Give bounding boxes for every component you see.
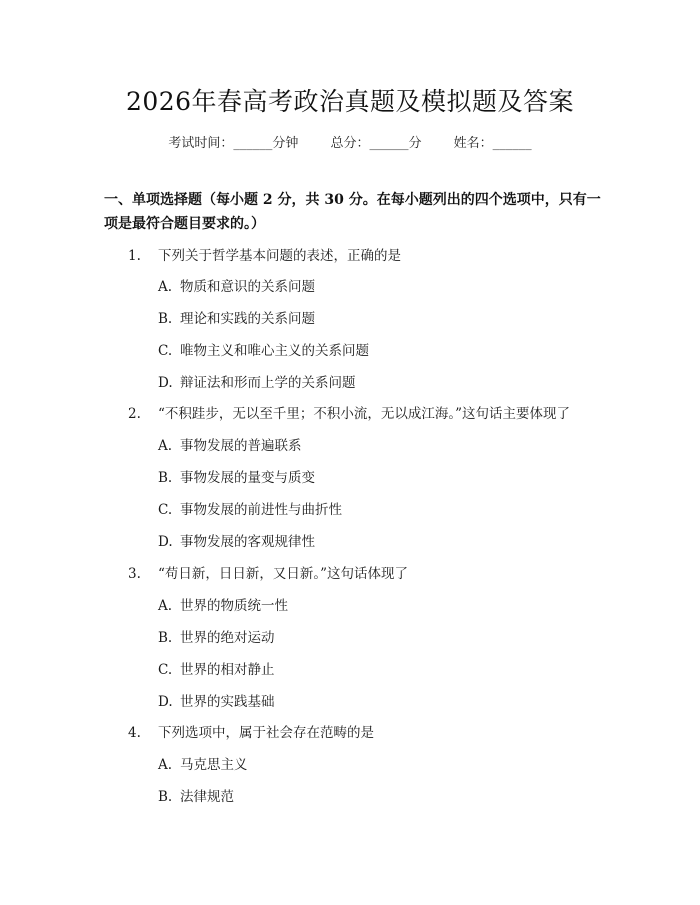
- question-4: [128, 721, 374, 741]
- option-letter: B.: [158, 789, 173, 805]
- question-stem: “不积跬步，无以至千里；不积小流，无以成江海。”这句话主要体现了: [158, 406, 571, 422]
- option-letter: B.: [158, 630, 173, 646]
- question-stem: “苟日新，日日新，又日新。”这句话体现了: [158, 566, 409, 582]
- exam-time-field: 考试时间：______分钟: [168, 136, 299, 151]
- option-text: 辩证法和形而上学的关系问题: [180, 375, 356, 391]
- option-text: 事物发展的前进性与曲折性: [180, 502, 342, 518]
- question-3: [128, 562, 408, 582]
- question-2: [128, 402, 570, 422]
- option-letter: C.: [158, 502, 173, 518]
- option-text: 事物发展的量变与质变: [180, 470, 315, 486]
- option-letter: D.: [158, 534, 173, 550]
- option-4a: [158, 753, 248, 773]
- question-number: 4.: [128, 725, 141, 741]
- option-letter: A.: [158, 598, 173, 614]
- option-2a: [158, 434, 302, 454]
- option-3a: [158, 594, 288, 614]
- option-text: 世界的相对静止: [180, 662, 275, 678]
- option-2c: [158, 498, 342, 518]
- option-text: 世界的物质统一性: [180, 598, 288, 614]
- option-1b: [158, 307, 315, 327]
- option-1d: [158, 371, 356, 391]
- option-text: 马克思主义: [180, 757, 248, 773]
- option-3b: [158, 626, 275, 646]
- option-text: 世界的绝对运动: [180, 630, 275, 646]
- option-text: 事物发展的客观规律性: [180, 534, 315, 550]
- option-text: 物质和意识的关系问题: [180, 279, 315, 295]
- option-letter: D.: [158, 694, 173, 710]
- option-4b: [158, 785, 234, 805]
- question-number: 1.: [128, 248, 141, 264]
- option-3c: [158, 658, 275, 678]
- option-text: 法律规范: [180, 789, 234, 805]
- question-1: [128, 244, 401, 264]
- option-letter: B.: [158, 311, 173, 327]
- question-stem: 下列关于哲学基本问题的表述，正确的是: [158, 248, 401, 264]
- option-letter: B.: [158, 470, 173, 486]
- page-title: 2026年春高考政治真题及模拟题及答案: [125, 87, 575, 116]
- option-1a: [158, 275, 315, 295]
- option-3d: [158, 690, 275, 710]
- option-letter: D.: [158, 375, 173, 391]
- option-letter: C.: [158, 662, 173, 678]
- exam-meta: [0, 132, 700, 151]
- question-number: 3.: [128, 566, 141, 582]
- section-heading: 一、单项选择题（每小题 2 分，共 30 分。在每小题列出的四个选项中，只有一项是最符合题目要求的。）: [104, 192, 601, 232]
- option-letter: A.: [158, 279, 173, 295]
- question-stem: 下列选项中，属于社会存在范畴的是: [158, 725, 374, 741]
- name-field: 姓名：______: [453, 136, 532, 151]
- option-letter: C.: [158, 343, 173, 359]
- option-text: 事物发展的普遍联系: [180, 438, 302, 454]
- option-text: 唯物主义和唯心主义的关系问题: [180, 343, 369, 359]
- option-2b: [158, 466, 315, 486]
- option-2d: [158, 530, 315, 550]
- option-letter: A.: [158, 438, 173, 454]
- question-number: 2.: [128, 406, 141, 422]
- option-text: 世界的实践基础: [180, 694, 275, 710]
- option-text: 理论和实践的关系问题: [180, 311, 315, 327]
- total-score-field: 总分：______分: [330, 136, 422, 151]
- option-letter: A.: [158, 757, 173, 773]
- option-1c: [158, 339, 369, 359]
